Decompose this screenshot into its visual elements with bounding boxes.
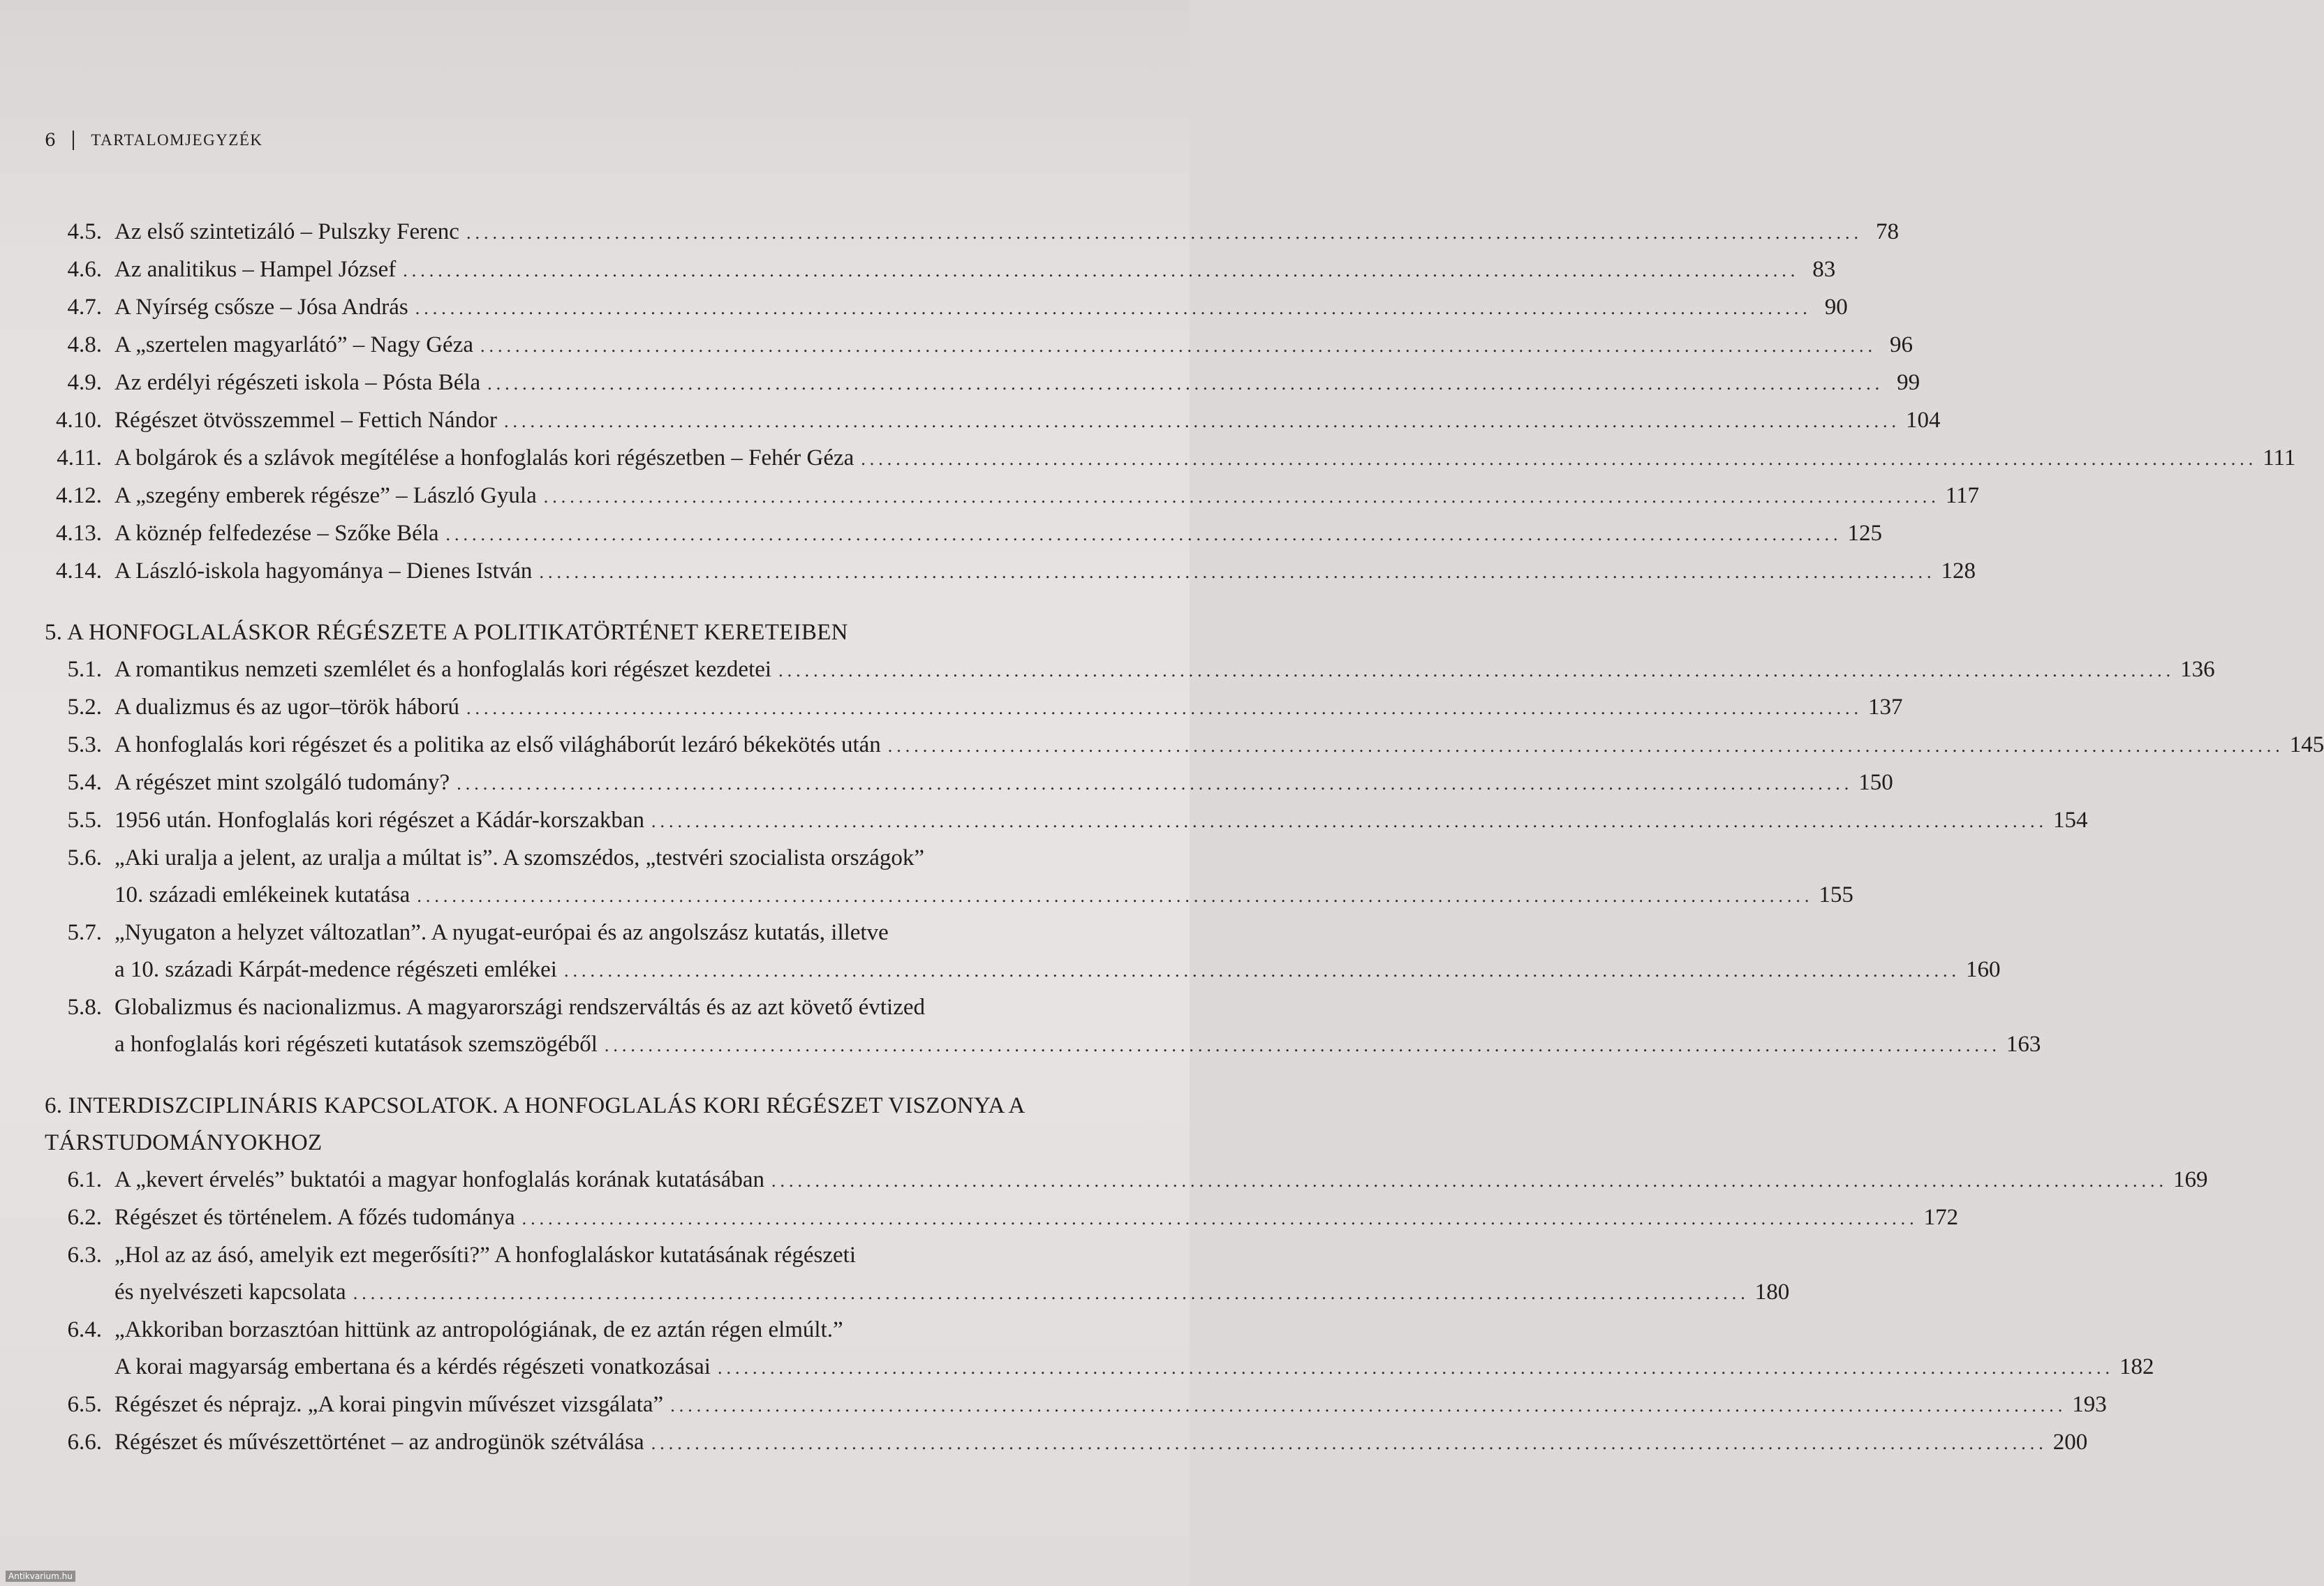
entry-page-number: 99	[1897, 370, 1920, 395]
entry-page-number: 154	[2052, 808, 2088, 833]
entry-last-line	[114, 651, 2215, 689]
entry-last-line	[114, 553, 1976, 591]
toc-entry[interactable]	[45, 440, 2296, 477]
entry-text	[114, 840, 1853, 914]
entry-title-line: „Nyugaton a helyzet változatlan”. A nyugat-európai és az angolszász kutatás, illetve	[114, 920, 889, 945]
dot-leader: ................................................................................................................................................................	[717, 1358, 2114, 1378]
entry-page-number: 117	[1945, 483, 1979, 508]
entry-number: 4.14.	[56, 558, 102, 584]
entry-last-line	[114, 1199, 1959, 1237]
entry-number: 6.5.	[67, 1392, 102, 1417]
toc-entry[interactable]	[45, 251, 1836, 289]
entry-last-line	[114, 251, 1836, 289]
dot-leader: ................................................................................................................................................................	[487, 373, 1884, 394]
entry-number: 6.1.	[67, 1167, 102, 1192]
section-title: 5. A HONFOGLALÁSKOR RÉGÉSZETE A POLITIKATÖRTÉNET KERETEIBEN	[45, 620, 848, 645]
toc-entry[interactable]	[45, 1386, 2107, 1424]
toc-entry[interactable]	[45, 1312, 2154, 1386]
entry-title-line: „Akkoriban borzasztóan hittünk az antropológiának, de ez aztán régen elmúlt.”	[114, 1317, 843, 1342]
toc-entry[interactable]	[45, 840, 1853, 914]
entry-number: 5.6.	[67, 845, 102, 870]
entry-page-number: 150	[1858, 770, 1893, 795]
entry-number: 6.6.	[67, 1430, 102, 1455]
entry-text	[114, 914, 2001, 989]
entry-title-line: Régészet és néprajz. „A korai pingvin művészet vizsgálata”	[114, 1392, 664, 1417]
entry-title-line: a 10. századi Kárpát-medence régészeti emlékei	[114, 957, 557, 982]
entry-number: 4.5.	[67, 219, 102, 244]
entry-last-line	[114, 1162, 2208, 1199]
entry-last-line	[114, 515, 1883, 553]
toc-entry[interactable]	[45, 553, 1976, 591]
entry-text	[114, 802, 2088, 840]
entry-last-line	[114, 1026, 2041, 1064]
entry-text	[114, 727, 2324, 764]
running-title: TARTALOMJEGYZÉK	[91, 131, 263, 149]
entry-last-line	[114, 364, 1920, 402]
entry-last-line	[114, 727, 2324, 764]
entry-title-line: „Aki uralja a jelent, az uralja a múltat is”. A szomszédos, „testvéri szocialista országok”	[114, 845, 925, 870]
entry-title-line: A dualizmus és az ugor–török háború	[114, 695, 459, 720]
entry-title-line: A korai magyarság embertana és a kérdés régészeti vonatkozásai	[114, 1354, 711, 1379]
entry-last-line	[114, 214, 1899, 251]
entry-number: 6.3.	[67, 1243, 102, 1268]
entry-title-line: A László-iskola hagyománya – Dienes István	[114, 558, 533, 584]
entry-page-number: 111	[2263, 445, 2296, 470]
entry-last-line	[114, 1349, 2154, 1386]
dot-leader: ................................................................................................................................................................	[670, 1395, 2067, 1416]
entry-number: 4.12.	[56, 483, 102, 508]
entry-title-line: A bolgárok és a szlávok megítélése a honfoglalás kori régészetben – Fehér Géza	[114, 445, 854, 470]
entry-title-line: A „szegény emberek régésze” – László Gyula	[114, 483, 537, 508]
entry-text	[114, 689, 1903, 727]
entry-title-line: Régészet és művészettörténet – az androgünök szétválása	[114, 1430, 644, 1455]
entry-title-line: Az analitikus – Hampel József	[114, 257, 397, 282]
entry-title-line: A régészet mint szolgáló tudomány?	[114, 770, 450, 795]
entry-last-line	[114, 1274, 1790, 1312]
toc-entry[interactable]	[45, 727, 2324, 764]
entry-last-line	[114, 1424, 2088, 1462]
dot-leader: ................................................................................................................................................................	[417, 886, 1814, 906]
dot-leader: ................................................................................................................................................................	[504, 411, 1901, 431]
toc-entry[interactable]	[45, 402, 1941, 440]
entry-number: 5.1.	[67, 657, 102, 682]
entry-last-line	[114, 802, 2088, 840]
entry-number: 4.8.	[67, 332, 102, 357]
entry-last-line	[114, 477, 1979, 515]
entry-text	[114, 515, 1883, 553]
entry-title-line: A „szertelen magyarlátó” – Nagy Géza	[114, 332, 473, 357]
entry-text	[114, 1424, 2088, 1462]
entry-last-line	[114, 951, 2001, 989]
toc-entry[interactable]	[45, 1162, 2208, 1199]
entry-title-line: A „kevert érvelés” buktatói a magyar honfoglalás korának kutatásában	[114, 1167, 764, 1192]
toc-entry[interactable]	[45, 914, 2001, 989]
page-header	[45, 130, 263, 150]
entry-number: 6.2.	[67, 1205, 102, 1230]
entry-number: 5.3.	[67, 732, 102, 757]
entry-text	[114, 251, 1836, 289]
entry-text	[114, 214, 1899, 251]
header-separator	[73, 131, 74, 150]
dot-leader: ................................................................................................................................................................	[604, 1035, 2001, 1055]
entry-title-line: A romantikus nemzeti szemlélet és a honfoglalás kori régészet kezdetei	[114, 657, 772, 682]
entry-title-line: 10. századi emlékeinek kutatása	[114, 882, 410, 907]
entry-title-line: A honfoglalás kori régészet és a politika az első világháborút lezáró békekötés után	[114, 732, 881, 757]
toc-entry[interactable]	[45, 651, 2215, 689]
entry-last-line	[114, 402, 1941, 440]
entry-text	[114, 327, 1913, 364]
entry-text	[114, 553, 1976, 591]
toc-entry[interactable]	[45, 1237, 1790, 1312]
entry-text	[114, 364, 1920, 402]
dot-leader: ................................................................................................................................................................	[861, 449, 2258, 469]
entry-title-line: Régészet ötvösszemmel – Fettich Nándor	[114, 408, 498, 433]
entry-text	[114, 1199, 1959, 1237]
entry-text	[114, 989, 2041, 1064]
dot-leader: ................................................................................................................................................................	[403, 260, 1800, 281]
entry-number: 5.5.	[67, 808, 102, 833]
entry-page-number: 169	[2173, 1167, 2208, 1192]
entry-title-line: Régészet és történelem. A főzés tudománya	[114, 1205, 515, 1230]
entry-page-number: 83	[1812, 257, 1836, 282]
entry-page-number: 180	[1754, 1280, 1790, 1305]
dot-leader: ................................................................................................................................................................	[563, 961, 1960, 981]
entry-number: 5.8.	[67, 995, 102, 1020]
dot-leader: ................................................................................................................................................................	[887, 736, 2284, 756]
dot-leader: ................................................................................................................................................................	[543, 487, 1940, 507]
toc-entry[interactable]	[45, 515, 1883, 553]
entry-last-line	[114, 327, 1913, 364]
dot-leader: ................................................................................................................................................................	[480, 336, 1877, 356]
entry-page-number: 155	[1819, 882, 1853, 907]
entry-number: 4.7.	[67, 295, 102, 320]
entry-text	[114, 289, 1848, 327]
dot-leader: ................................................................................................................................................................	[466, 223, 1863, 243]
dot-leader: ................................................................................................................................................................	[466, 698, 1863, 718]
entry-text	[114, 1237, 1790, 1312]
dot-leader: ................................................................................................................................................................	[353, 1283, 1749, 1303]
toc-section	[45, 614, 2324, 1064]
toc-entry[interactable]	[45, 364, 1920, 402]
entry-number: 5.4.	[67, 770, 102, 795]
entry-number: 6.4.	[67, 1317, 102, 1342]
entry-number: 5.7.	[67, 920, 102, 945]
toc-entry[interactable]	[45, 289, 1848, 327]
dot-leader: ................................................................................................................................................................	[521, 1208, 1918, 1229]
entry-last-line	[114, 689, 1903, 727]
toc-entry[interactable]	[45, 327, 1913, 364]
dot-leader: ................................................................................................................................................................	[445, 524, 1842, 544]
entry-title-line: a honfoglalás kori régészeti kutatások szemszögéből	[114, 1032, 598, 1057]
toc-section	[45, 1088, 2208, 1462]
entry-title-line: Az első szintetizáló – Pulszky Ferenc	[114, 219, 459, 244]
entry-page-number: 128	[1941, 558, 1976, 584]
entry-number: 4.10.	[56, 408, 102, 433]
entry-page-number: 145	[2289, 732, 2324, 757]
entry-text	[114, 1386, 2107, 1424]
toc-entry[interactable]	[45, 477, 1979, 515]
entry-title-line: Globalizmus és nacionalizmus. A magyarországi rendszerváltás és az azt követő évtized	[114, 995, 925, 1020]
entry-number: 5.2.	[67, 695, 102, 720]
entry-text	[114, 1162, 2208, 1199]
toc-entry[interactable]	[45, 764, 1893, 802]
entry-page-number: 96	[1890, 332, 1913, 357]
dot-leader: ................................................................................................................................................................	[651, 1433, 2048, 1453]
toc-entry[interactable]	[45, 1424, 2088, 1462]
entry-page-number: 136	[2180, 657, 2215, 682]
entry-text	[114, 764, 1893, 802]
toc-entry[interactable]	[45, 989, 2041, 1064]
dot-leader: ................................................................................................................................................................	[457, 773, 1853, 794]
entry-number: 4.13.	[56, 521, 102, 546]
toc-entry[interactable]	[45, 802, 2088, 840]
entry-page-number: 137	[1867, 695, 1903, 720]
entry-number: 4.6.	[67, 257, 102, 282]
entry-text	[114, 1312, 2154, 1386]
dot-leader: ................................................................................................................................................................	[539, 562, 1936, 582]
entry-last-line	[114, 764, 1893, 802]
dot-leader: ................................................................................................................................................................	[778, 660, 2175, 681]
toc-entry[interactable]	[45, 214, 1899, 251]
entry-last-line	[114, 289, 1848, 327]
page-number: 6	[45, 130, 57, 150]
entry-page-number: 193	[2072, 1392, 2107, 1417]
toc-entry[interactable]	[45, 1199, 1959, 1237]
dot-leader: ................................................................................................................................................................	[415, 298, 1812, 318]
entry-title-line: Az erdélyi régészeti iskola – Pósta Béla	[114, 370, 481, 395]
entry-title-line: „Hol az az ásó, amelyik ezt megerősíti?” A honfoglaláskor kutatásának régészeti	[114, 1243, 856, 1268]
entry-title-line: A köznép felfedezése – Szőke Béla	[114, 521, 439, 546]
entry-last-line	[114, 440, 2296, 477]
entry-page-number: 125	[1847, 521, 1883, 546]
entry-page-number: 104	[1906, 408, 1941, 433]
dot-leader: ................................................................................................................................................................	[771, 1171, 2168, 1191]
watermark: Antikvarium.hu	[6, 1571, 75, 1582]
entry-text	[114, 440, 2296, 477]
entry-page-number: 78	[1875, 219, 1899, 244]
entry-title-line: A Nyírség csősze – Jósa András	[114, 295, 408, 320]
entry-page-number: 172	[1923, 1205, 1959, 1230]
entry-page-number: 200	[2052, 1430, 2088, 1455]
entry-title-line: 1956 után. Honfoglalás kori régészet a Kádár-korszakban	[114, 808, 644, 833]
entry-page-number: 182	[2119, 1354, 2154, 1379]
entry-number: 4.11.	[57, 445, 102, 470]
dot-leader: ................................................................................................................................................................	[651, 811, 2048, 831]
entry-title-line: és nyelvészeti kapcsolata	[114, 1280, 346, 1305]
entry-text	[114, 477, 1979, 515]
entry-page-number: 90	[1824, 295, 1848, 320]
section-title: 6. INTERDISZCIPLINÁRIS KAPCSOLATOK. A HONFOGLALÁS KORI RÉGÉSZET VISZONYA A TÁRSTUDOMÁNYOKHOZ	[45, 1093, 1024, 1155]
entry-page-number: 163	[2006, 1032, 2041, 1057]
toc-section	[45, 214, 2296, 591]
entry-number: 4.9.	[67, 370, 102, 395]
entry-page-number: 160	[1965, 957, 2001, 982]
entry-last-line	[114, 1386, 2107, 1424]
toc-entry[interactable]	[45, 689, 1903, 727]
entry-text	[114, 651, 2215, 689]
entry-text	[114, 402, 1941, 440]
entry-last-line	[114, 877, 1853, 914]
table-of-contents	[45, 214, 2324, 1485]
